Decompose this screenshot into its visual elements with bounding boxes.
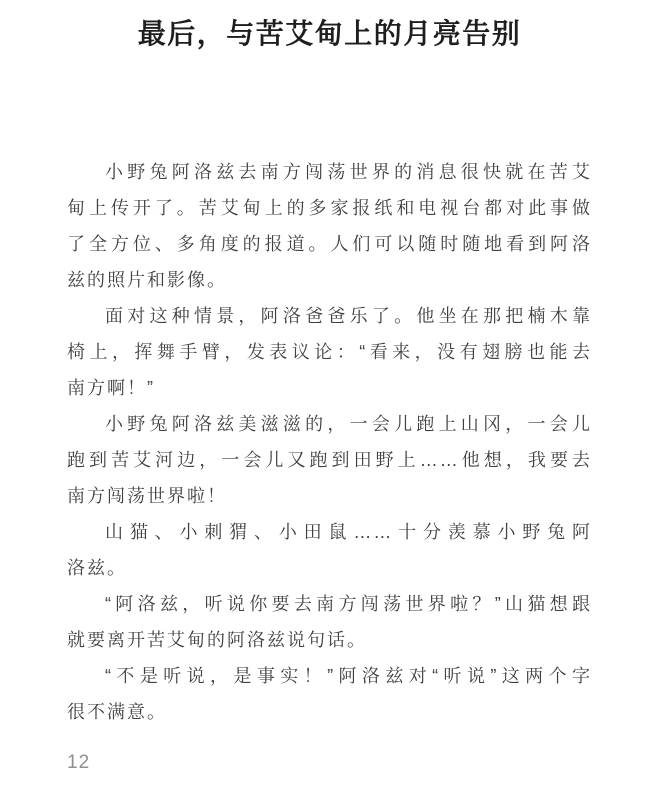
text-line: 兹的照片和影像。: [67, 270, 227, 290]
text-line: 小野兔阿洛兹美滋滋的，一会儿跑上山冈，一会儿: [105, 414, 592, 434]
text-line: 了全方位、多角度的报道。人们可以随时随地看到阿洛: [67, 234, 592, 254]
paragraph: [67, 514, 592, 586]
chapter-title: 最后，与苦艾甸上的月亮告别: [137, 19, 522, 50]
text-line: 山猫、小刺猬、小田鼠……十分羡慕小野兔阿: [105, 522, 592, 542]
paragraph: [67, 154, 592, 298]
paragraph: [67, 586, 592, 658]
text-line: 小野兔阿洛兹去南方闯荡世界的消息很快就在苦艾: [105, 162, 592, 182]
text-line: “不是听说，是事实！”阿洛兹对“听说”这两个字: [105, 666, 592, 686]
paragraph: [67, 298, 592, 406]
text-body: [67, 154, 592, 730]
text-line: “阿洛兹，听说你要去南方闯荡世界啦？”山猫想跟: [105, 594, 592, 614]
paragraph: [67, 658, 592, 730]
text-line: 椅上，挥舞手臂，发表议论：“看来，没有翅膀也能去: [67, 342, 592, 362]
page-number: 12: [67, 752, 91, 773]
text-line: 很不满意。: [67, 702, 167, 722]
paragraph: [67, 406, 592, 514]
text-line: 南方啊！”: [67, 378, 155, 398]
text-line: 就要离开苦艾甸的阿洛兹说句话。: [67, 630, 367, 650]
text-line: 面对这种情景，阿洛爸爸乐了。他坐在那把楠木靠: [105, 306, 592, 326]
text-line: 甸上传开了。苦艾甸上的多家报纸和电视台都对此事做: [67, 198, 592, 218]
text-line: 南方闯荡世界啦！: [67, 486, 227, 506]
text-line: 跑到苦艾河边，一会儿又跑到田野上……他想，我要去: [67, 450, 592, 470]
text-line: 洛兹。: [67, 558, 127, 578]
